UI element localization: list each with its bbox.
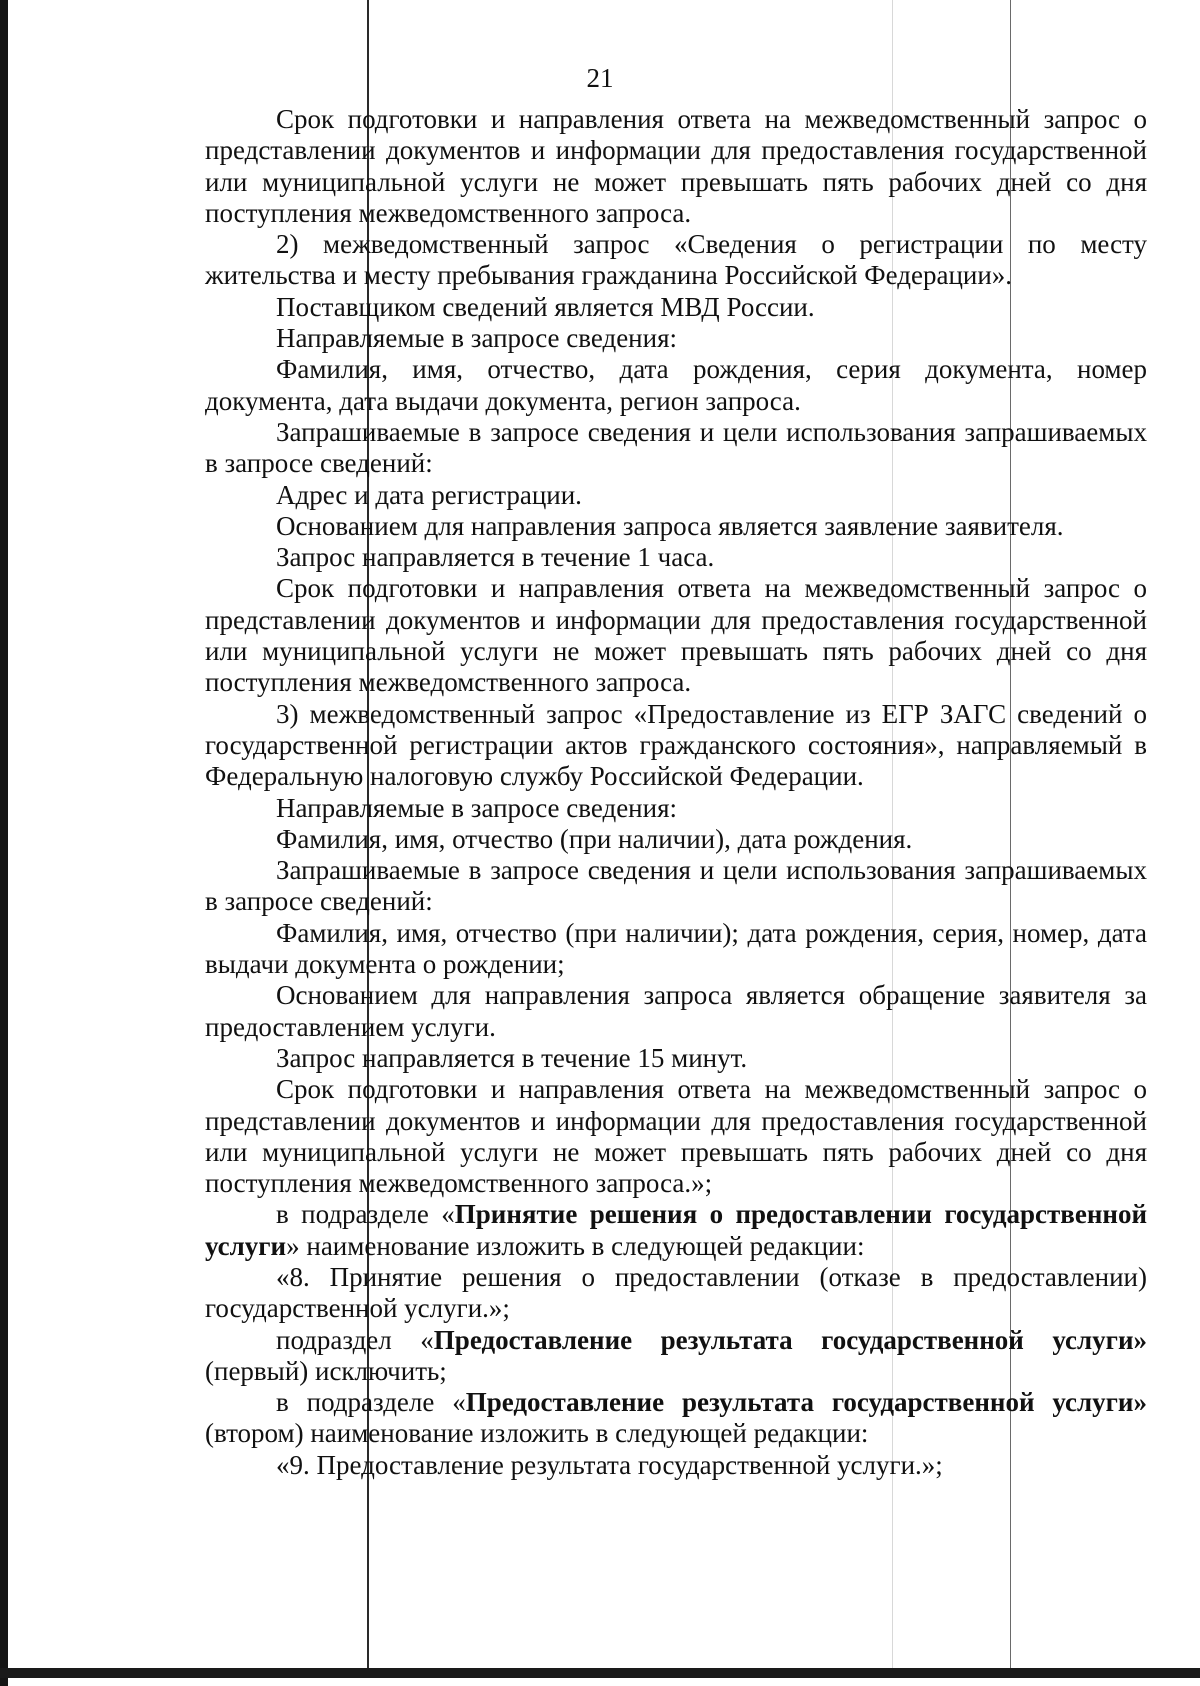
paragraph: [205, 1387, 1147, 1450]
text-span: Запрос направляется в течение 1 часа.: [276, 542, 715, 573]
page-number-text: 21: [586, 63, 614, 93]
text-span: Срок подготовки и направления ответа на межведомственный запрос о представлении документов и информации для предоставления государственной или муниципальной услуги не может превышать пять рабочих дней со дня поступления межведомственного запроса.»;: [205, 1074, 1147, 1199]
text-span: Фамилия, имя, отчество (при наличии); дата рождения, серия, номер, дата выдачи документа о рождении;: [205, 917, 1147, 980]
bold-text-span: Принятие решения о предоставлении государственной услуги: [205, 1199, 1147, 1261]
text-span: Поставщиком сведений является МВД России.: [276, 291, 815, 322]
paragraph: [205, 793, 1147, 824]
text-span: подраздел «: [276, 1324, 434, 1355]
text-span: 3) межведомственный запрос «Предоставление из ЕГР ЗАГС сведений о государственной регистрации актов гражданского состояния», направляемый в Федеральную налоговую службу Российской Федерации.: [205, 698, 1147, 792]
paragraph: [205, 855, 1147, 918]
paragraph: [205, 292, 1147, 323]
paragraph: [205, 1199, 1147, 1262]
text-span: в подразделе «: [276, 1199, 455, 1230]
text-span: Фамилия, имя, отчество (при наличии), дата рождения.: [276, 823, 913, 854]
paragraph: [205, 1043, 1147, 1074]
scan-edge-left: [0, 0, 8, 1686]
text-span: 2) межведомственный запрос «Сведения о регистрации по месту жительства и месту пребывания гражданина Российской Федерации».: [205, 229, 1147, 291]
paragraph: [205, 1450, 1147, 1481]
paragraph: [205, 824, 1147, 855]
document-body: [205, 104, 1147, 1481]
paragraph: [205, 980, 1147, 1043]
text-span: Направляемые в запросе сведения:: [276, 792, 677, 823]
text-span: Срок подготовки и направления ответа на межведомственный запрос о представлении документов и информации для предоставления государственной или муниципальной услуги не может превышать пять рабочих дней со дня поступления межведомственного запроса.: [205, 104, 1147, 228]
paragraph: [205, 1074, 1147, 1199]
text-span: Запрос направляется в течение 15 минут.: [276, 1042, 748, 1073]
paragraph: [205, 480, 1147, 511]
paragraph: [205, 511, 1147, 542]
text-span: Направляемые в запросе сведения:: [276, 323, 677, 354]
bold-text-span: Предоставление результата государственной услуги»: [433, 1324, 1147, 1355]
paragraph: [205, 417, 1147, 480]
paragraph: [205, 354, 1147, 417]
text-span: в подразделе «: [276, 1387, 466, 1418]
scan-edge-bottom: [0, 1668, 1200, 1678]
text-span: Запрашиваемые в запросе сведения и цели использования запрашиваемых в запросе сведений:: [205, 855, 1147, 917]
text-span: Основанием для направления запроса является заявление заявителя.: [276, 510, 1064, 541]
paragraph: [205, 229, 1147, 292]
page-number: [0, 62, 1200, 94]
text-span: (первый) исключить;: [205, 1355, 447, 1386]
text-span: «8. Принятие решения о предоставлении (отказе в предоставлении) государственной услуги.»;: [205, 1261, 1147, 1324]
paragraph: [205, 1262, 1147, 1325]
text-span: Срок подготовки и направления ответа на межведомственный запрос о представлении документов и информации для предоставления государственной или муниципальной услуги не может превышать пять рабочих дней со дня поступления межведомственного запроса.: [205, 573, 1147, 698]
paragraph: [205, 573, 1147, 698]
text-span: (втором) наименование изложить в следующей редакции:: [205, 1418, 869, 1449]
text-span: «9. Предоставление результата государственной услуги.»;: [276, 1449, 943, 1480]
paragraph: [205, 918, 1147, 981]
bold-text-span: Предоставление результата государственной услуги»: [465, 1387, 1147, 1418]
paragraph: [205, 699, 1147, 793]
text-span: Основанием для направления запроса является обращение заявителя за предоставлением услуги.: [205, 980, 1147, 1042]
text-span: Запрашиваемые в запросе сведения и цели использования запрашиваемых в запросе сведений:: [205, 416, 1147, 479]
text-span: Адрес и дата регистрации.: [276, 479, 582, 510]
text-span: Фамилия, имя, отчество, дата рождения, серия документа, номер документа, дата выдачи документа, регион запроса.: [205, 354, 1147, 416]
paragraph: [205, 323, 1147, 354]
text-span: » наименование изложить в следующей редакции:: [286, 1230, 865, 1261]
paragraph: [205, 104, 1147, 229]
paragraph: [205, 542, 1147, 573]
paragraph: [205, 1325, 1147, 1388]
